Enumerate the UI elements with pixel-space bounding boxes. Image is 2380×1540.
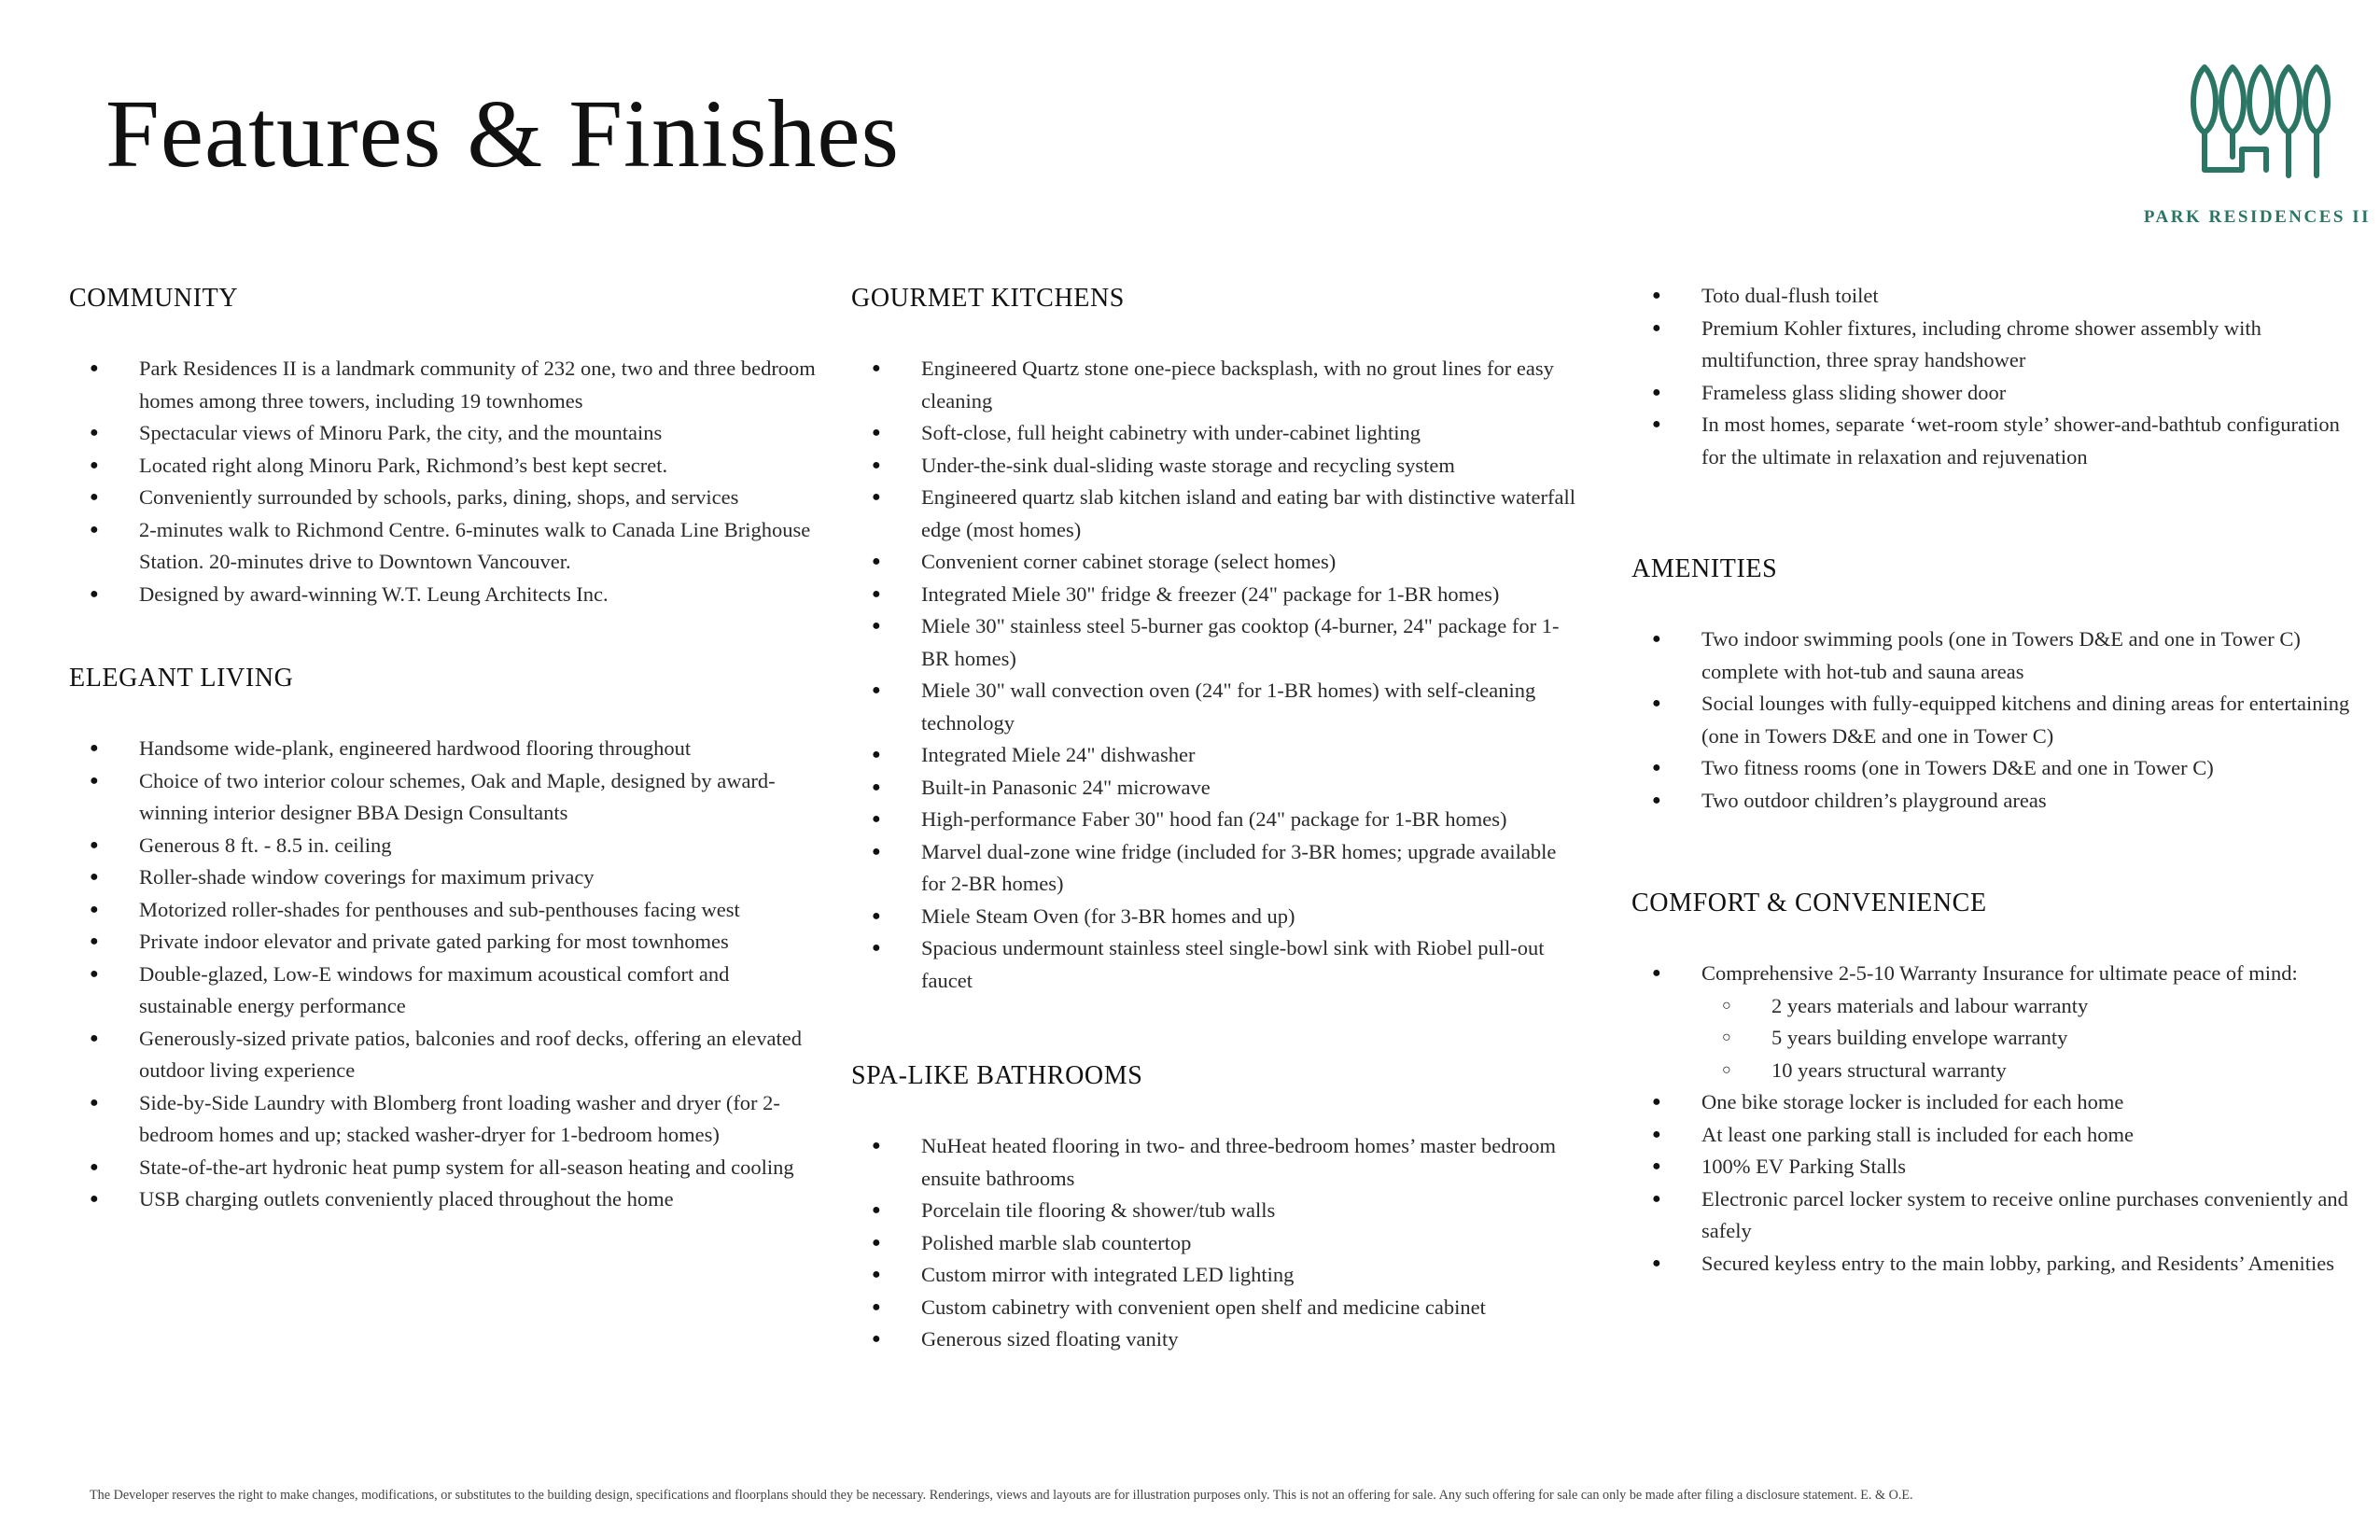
list-item: ● Integrated Miele 30" fridge & freezer (24" package for 1-BR homes): [851, 579, 1579, 611]
list-item: ● Handsome wide-plank, engineered hardwood flooring throughout: [69, 733, 816, 765]
gourmet-kitchens-section: [851, 286, 1579, 997]
list-item: ● Located right along Minoru Park, Richmond’s best kept secret.: [69, 450, 816, 483]
amenities-list: [1631, 623, 2369, 817]
list-item: ● At least one parking stall is included for each home: [1631, 1119, 2369, 1152]
list-item: ● Two fitness rooms (one in Towers D&E and one in Tower C): [1631, 752, 2369, 785]
list-item: ● One bike storage locker is included for each home: [1631, 1086, 2369, 1119]
list-item: ● Spacious undermount stainless steel single-bowl sink with Riobel pull-out faucet: [851, 932, 1579, 997]
footer-disclaimer: The Developer reserves the right to make changes, modifications, or substitutes to the building design, specifications and floorplans should they be necessary. Renderings, views and layouts are for illustration purposes only. This is not an offering for sale. Any such offering for sale can only be made after filing a disclosure statement. E. & O.E.: [90, 1488, 1913, 1503]
warranty-sublist: [1701, 990, 2369, 1087]
elegant-living-section: [69, 665, 816, 1216]
page-title: Features & Finishes: [105, 80, 900, 188]
spa-bathrooms-list: [851, 1130, 1579, 1356]
list-item: [1631, 958, 2369, 1086]
list-item: ● Roller-shade window coverings for maximum privacy: [69, 861, 816, 894]
bathrooms-continued-list: [1631, 280, 2369, 473]
list-item: ● Miele Steam Oven (for 3-BR homes and up): [851, 901, 1579, 933]
list-item: ● Side-by-Side Laundry with Blomberg front loading washer and dryer (for 2-bedroom homes and up; stacked washer-dryer for 1-bedroom homes): [69, 1087, 816, 1152]
elegant-living-list: [69, 733, 816, 1216]
list-item: ● Designed by award-winning W.T. Leung Architects Inc.: [69, 579, 816, 611]
list-item: ● Porcelain tile flooring & shower/tub walls: [851, 1195, 1579, 1227]
list-item: ● Secured keyless entry to the main lobby, parking, and Residents’ Amenities: [1631, 1248, 2369, 1281]
list-item: ● Integrated Miele 24" dishwasher: [851, 739, 1579, 772]
list-item: ● Built-in Panasonic 24" microwave: [851, 772, 1579, 805]
list-item: ● 2-minutes walk to Richmond Centre. 6-minutes walk to Canada Line Brighouse Station. 20-minutes drive to Downtown Vancouver.: [69, 514, 816, 579]
list-item: ● USB charging outlets conveniently placed throughout the home: [69, 1183, 816, 1216]
comfort-section: [1631, 890, 2369, 1280]
list-item: ● Miele 30" wall convection oven (24" for 1-BR homes) with self-cleaning technology: [851, 675, 1579, 739]
list-item: ● Generous 8 ft. - 8.5 in. ceiling: [69, 830, 816, 862]
comfort-list: [1631, 958, 2369, 1280]
list-item: ● Park Residences II is a landmark community of 232 one, two and three bedroom homes among three towers, including 19 townhomes: [69, 353, 816, 417]
tree-logo-icon: [2184, 60, 2352, 181]
gourmet-kitchens-heading: GOURMET KITCHENS: [851, 284, 1125, 313]
elegant-living-heading: ELEGANT LIVING: [69, 664, 294, 693]
list-item: ● Double-glazed, Low-E windows for maximum acoustical comfort and sustainable energy performance: [69, 959, 816, 1023]
list-item: ● Engineered quartz slab kitchen island and eating bar with distinctive waterfall edge (most homes): [851, 482, 1579, 546]
list-item: ● Frameless glass sliding shower door: [1631, 377, 2369, 410]
park-residences-logo: [2184, 60, 2352, 181]
list-item: ● Two outdoor children’s playground areas: [1631, 785, 2369, 818]
list-item: ● Generously-sized private patios, balconies and roof decks, offering an elevated outdoor living experience: [69, 1023, 816, 1087]
amenities-section: [1631, 556, 2369, 817]
comfort-heading: COMFORT & CONVENIENCE: [1631, 889, 1987, 917]
list-item: ● Soft-close, full height cabinetry with under-cabinet lighting: [851, 417, 1579, 450]
sub-list-item: ○ 2 years materials and labour warranty: [1701, 990, 2369, 1023]
list-item: ● Choice of two interior colour schemes, Oak and Maple, designed by award-winning interior designer BBA Design Consultants: [69, 765, 816, 830]
list-item: ● Under-the-sink dual-sliding waste storage and recycling system: [851, 450, 1579, 483]
bathrooms-continued-section: [1631, 280, 2369, 473]
community-section: [69, 286, 816, 610]
list-item: ● Generous sized floating vanity: [851, 1323, 1579, 1356]
list-item: ● Motorized roller-shades for penthouses and sub-penthouses facing west: [69, 894, 816, 927]
list-item: ● Custom mirror with integrated LED lighting: [851, 1259, 1579, 1292]
list-item: ● Social lounges with fully-equipped kitchens and dining areas for entertaining (one in Towers D&E and one in Tower C): [1631, 688, 2369, 752]
list-item: ● Private indoor elevator and private gated parking for most townhomes: [69, 926, 816, 959]
gourmet-kitchens-list: [851, 353, 1579, 997]
warranty-text: Comprehensive 2-5-10 Warranty Insurance for ultimate peace of mind:: [1701, 961, 2298, 985]
spa-bathrooms-heading: SPA-LIKE BATHROOMS: [851, 1061, 1143, 1090]
logo-text: PARK RESIDENCES II: [2143, 207, 2371, 227]
list-item: ● Custom cabinetry with convenient open shelf and medicine cabinet: [851, 1292, 1579, 1324]
list-item: ● Spectacular views of Minoru Park, the city, and the mountains: [69, 417, 816, 450]
list-item: ● Convenient corner cabinet storage (select homes): [851, 546, 1579, 579]
spa-bathrooms-section: [851, 1063, 1579, 1356]
list-item: ● Engineered Quartz stone one-piece backsplash, with no grout lines for easy cleaning: [851, 353, 1579, 417]
list-item: ● Two indoor swimming pools (one in Towers D&E and one in Tower C) complete with hot-tub and sauna areas: [1631, 623, 2369, 688]
list-item: ● State-of-the-art hydronic heat pump system for all-season heating and cooling: [69, 1152, 816, 1184]
list-item: ● High-performance Faber 30" hood fan (24" package for 1-BR homes): [851, 804, 1579, 836]
list-item: ● 100% EV Parking Stalls: [1631, 1151, 2369, 1183]
list-item: ● Miele 30" stainless steel 5-burner gas cooktop (4-burner, 24" package for 1-BR homes): [851, 610, 1579, 675]
list-item: ● Premium Kohler fixtures, including chrome shower assembly with multifunction, three spray handshower: [1631, 313, 2369, 377]
amenities-heading: AMENITIES: [1631, 554, 1778, 583]
sub-list-item: ○ 5 years building envelope warranty: [1701, 1022, 2369, 1055]
community-list: [69, 353, 816, 610]
list-item: ● Marvel dual-zone wine fridge (included for 3-BR homes; upgrade available for 2-BR homes): [851, 836, 1579, 901]
community-heading: COMMUNITY: [69, 284, 239, 313]
list-item: ● NuHeat heated flooring in two- and three-bedroom homes’ master bedroom ensuite bathrooms: [851, 1130, 1579, 1195]
list-item: ● Polished marble slab countertop: [851, 1227, 1579, 1260]
list-item: ● Toto dual-flush toilet: [1631, 280, 2369, 313]
list-item: ● Electronic parcel locker system to receive online purchases conveniently and safely: [1631, 1183, 2369, 1248]
list-item: ● Conveniently surrounded by schools, parks, dining, shops, and services: [69, 482, 816, 514]
sub-list-item: ○ 10 years structural warranty: [1701, 1055, 2369, 1087]
list-item: ● In most homes, separate ‘wet-room style’ shower-and-bathtub configuration for the ultimate in relaxation and rejuvenation: [1631, 409, 2369, 473]
